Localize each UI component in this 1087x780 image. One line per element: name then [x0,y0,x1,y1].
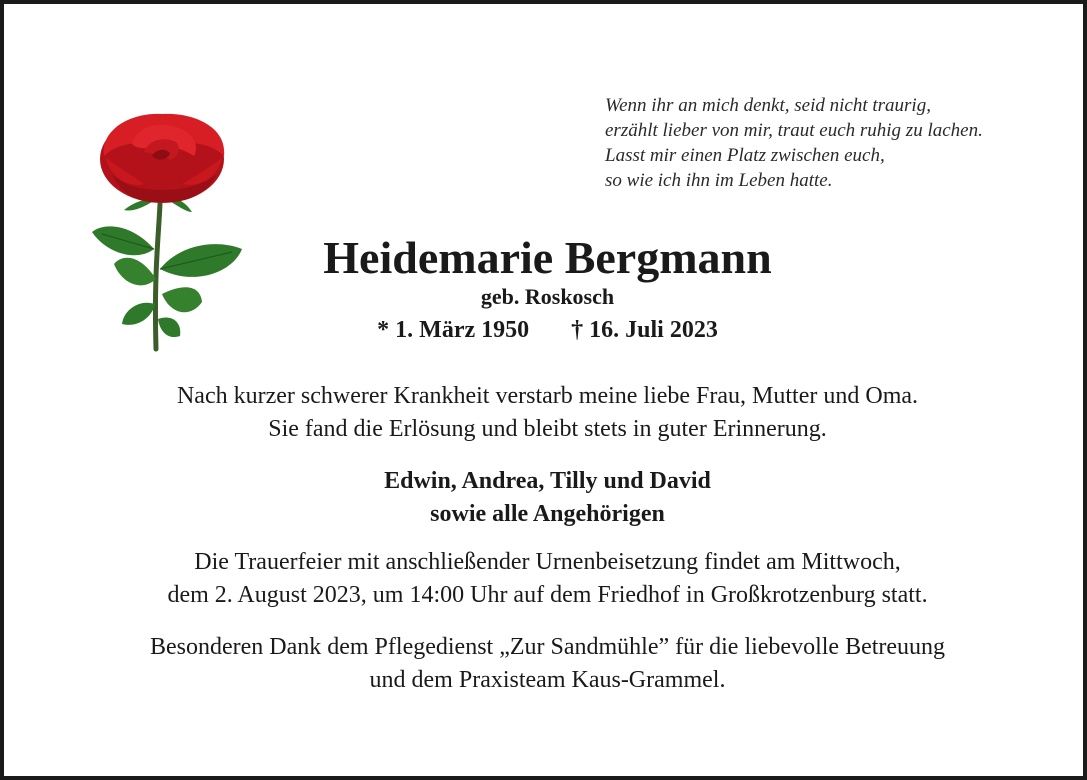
poem-line: erzählt lieber von mir, traut euch ruhig zu lachen. [605,120,983,141]
signers-line: Edwin, Andrea, Tilly und David [384,468,711,494]
message-line: Nach kurzer schwerer Krankheit verstarb meine liebe Frau, Mutter und Oma. [176,383,919,409]
birth-name: geb. Roskosch [480,284,615,309]
death-date: † 16. Juli 2023 [571,317,718,343]
life-dates [4,315,1087,345]
deceased-name: Heidemarie Bergmann [323,232,772,283]
funeral-info [4,546,1087,612]
funeral-line: dem 2. August 2023, um 14:00 Uhr auf dem Friedhof in Großkrotzenburg statt. [167,582,928,608]
funeral-line: Die Trauerfeier mit anschließender Urnenbeisetzung findet am Mittwoch, [194,549,901,575]
mourners-signature [4,465,1087,531]
thanks-line: und dem Praxisteam Kaus-Grammel. [369,667,726,693]
poem-line: Wenn ihr an mich denkt, seid nicht traurig, [605,95,931,116]
message-line: Sie fand die Erlösung und bleibt stets in guter Erinnerung. [268,416,827,442]
thanks-note [4,631,1087,697]
thanks-line: Besonderen Dank dem Pflegedienst „Zur Sandmühle” für die liebevolle Betreuung [149,634,946,660]
death-message [4,380,1087,446]
poem-line: Lasst mir einen Platz zwischen euch, [605,145,885,166]
poem [605,93,1075,193]
signers-line: sowie alle Angehörigen [430,501,665,527]
birth-date: * 1. März 1950 [377,317,530,343]
poem-line: so wie ich ihn im Leben hatte. [605,170,833,191]
